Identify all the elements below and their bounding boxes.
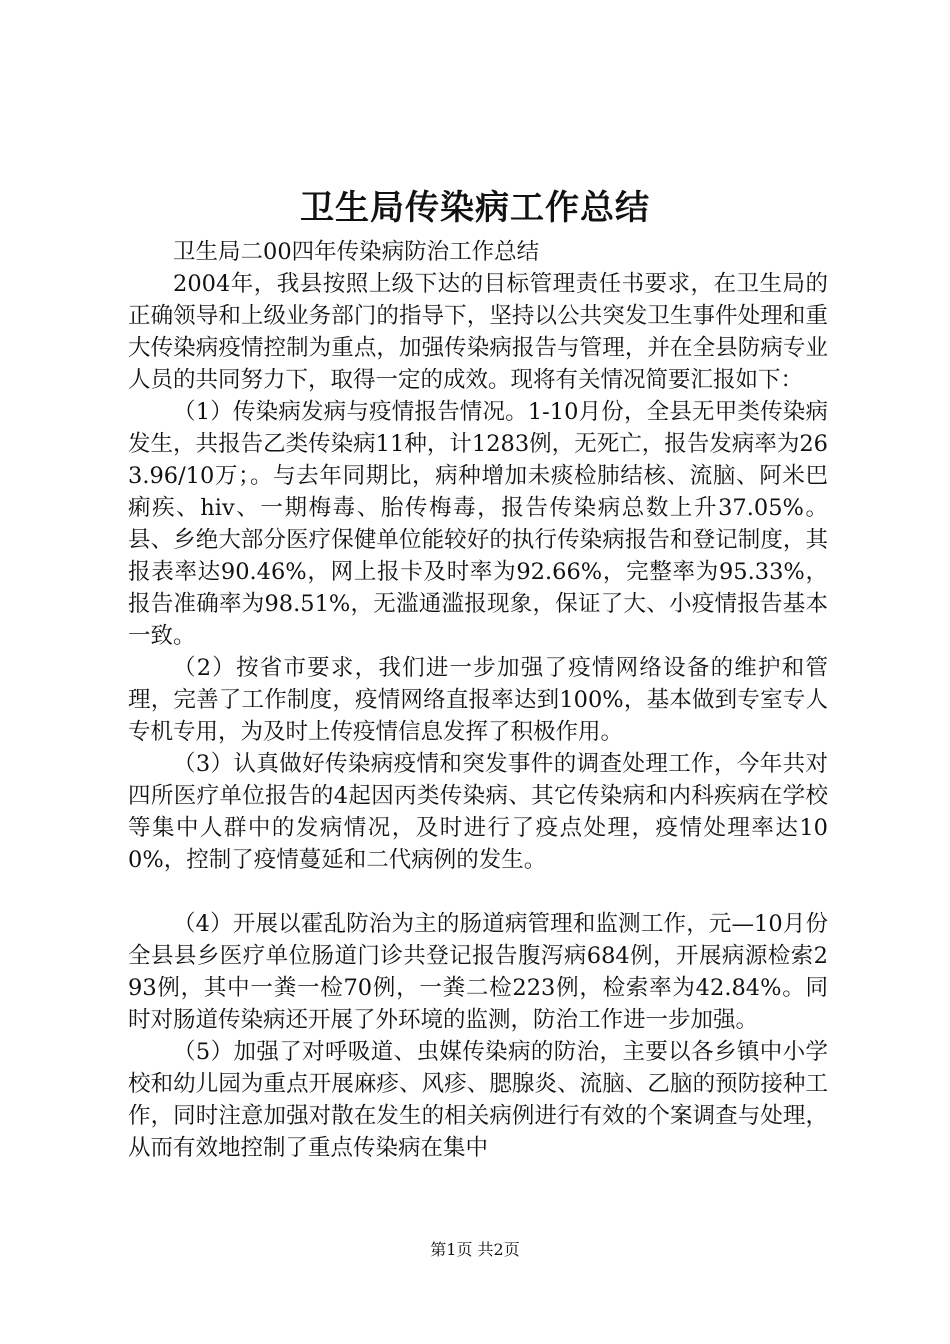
section-4-paragraph: （4）开展以霍乱防治为主的肠道病管理和监测工作，元—10月份全县县乡医疗单位肠道门诊共登记报告腹泻病684例，开展病源检索293例，其中一粪一检70例，一粪二检223例，检索率为42.84%。同时对肠道传染病还开展了外环境的监测，防治工作进一步加强。 bbox=[128, 911, 828, 1033]
section-3-paragraph: （3）认真做好传染病疫情和突发事件的调查处理工作，今年共对四所医疗单位报告的4起因丙类传染病、其它传染病和内科疾病在学校等集中人群中的发病情况，及时进行了疫点处理，疫情处理率达100%，控制了疫情蔓延和二代病例的发生。 bbox=[128, 751, 828, 873]
section-2-paragraph: （2）按省市要求，我们进一步加强了疫情网络设备的维护和管理，完善了工作制度，疫情网络直报率达到100%，基本做到专室专人专机专用，为及时上传疫情信息发挥了积极作用。 bbox=[128, 655, 828, 745]
subtitle-paragraph: 卫生局二00四年传染病防治工作总结 bbox=[173, 239, 540, 265]
page-number-footer: 第1页 共2页 bbox=[430, 1240, 520, 1259]
section-1-paragraph: （1）传染病发病与疫情报告情况。1-10月份，全县无甲类传染病发生，共报告乙类传染病11种，计1283例，无死亡，报告发病率为263.96/10万；。与去年同期比，病种增加未痰检肺结核、流脑、阿米巴痢疾、hiv、一期梅毒、胎传梅毒，报告传染病总数上升37.05%。县、乡绝大部分医疗保健单位能较好的执行传染病报告和登记制度，其报表率达90.46%，网上报卡及时率为92.66%，完整率为95.33%，报告准确率为98.51%，无滥通滥报现象，保证了大、小疫情报告基本一致。 bbox=[128, 399, 828, 649]
intro-paragraph: 2004年，我县按照上级下达的目标管理责任书要求，在卫生局的正确领导和上级业务部门的指导下，坚持以公共突发卫生事件处理和重大传染病疫情控制为重点，加强传染病报告与管理，并在全县防病专业人员的共同努力下，取得一定的成效。现将有关情况简要汇报如下： bbox=[128, 271, 828, 393]
document-title: 卫生局传染病工作总结 bbox=[300, 188, 650, 228]
section-5-paragraph: （5）加强了对呼吸道、虫媒传染病的防治，主要以各乡镇中小学校和幼儿园为重点开展麻疹、风疹、腮腺炎、流脑、乙脑的预防接种工作，同时注意加强对散在发生的相关病例进行有效的个案调查与处理，从而有效地控制了重点传染病在集中 bbox=[128, 1039, 828, 1161]
document-body bbox=[128, 236, 828, 1164]
